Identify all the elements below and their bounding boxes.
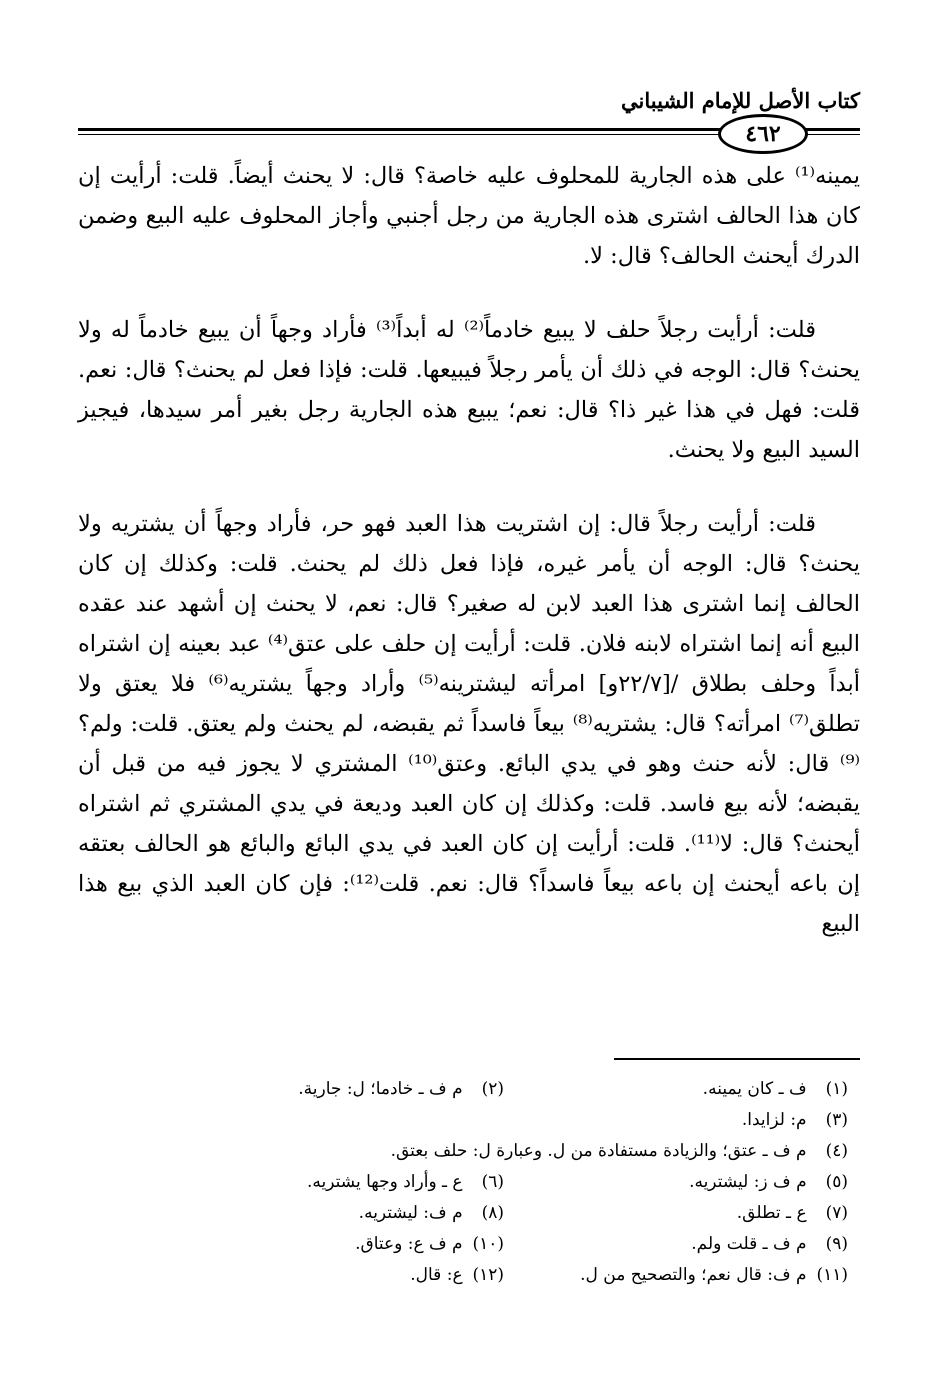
footnote <box>160 1167 504 1198</box>
footnote-text: م: لزايدا. <box>741 1110 807 1130</box>
footnote-number: (٩) <box>825 1234 848 1254</box>
footnote-number: (٦) <box>481 1172 504 1192</box>
footnote <box>160 1136 848 1167</box>
footnote-row <box>160 1074 848 1105</box>
footnote <box>504 1260 848 1291</box>
footnote <box>504 1167 848 1198</box>
footnote <box>504 1074 848 1105</box>
footnote-number: (١٢) <box>472 1265 504 1285</box>
footnote-text: م ف ـ خادما؛ ل: جارية. <box>298 1079 463 1099</box>
paragraph: قلت: أرأيت رجلاً حلف لا يبيع خادماً⁽²⁾ له أبداً⁽³⁾ فأراد وجهاً أن يبيع خادماً له ولا يحنث؟ قال: الوجه في ذلك أن يأمر رجلاً فيبيعها. قلت: فإذا فعل لم يحنث؟ قال: نعم. قلت: فهل في هذا غير ذا؟ قال: نعم؛ يبيع هذه الجارية رجل بغير أمر سيدها، فيجيز السيد البيع ولا يحنث. <box>78 317 860 463</box>
footnote-number: (١) <box>825 1079 848 1099</box>
footnote-text: ع ـ تطلق. <box>736 1203 807 1223</box>
footnote <box>160 1105 848 1136</box>
footnote-number: (٤) <box>825 1141 848 1161</box>
footnote-number: (٧) <box>825 1203 848 1223</box>
footnote-row <box>160 1260 848 1291</box>
footnote <box>160 1074 504 1105</box>
footnote-number: (٥) <box>825 1172 848 1192</box>
body-text <box>78 156 860 944</box>
footnote <box>160 1260 504 1291</box>
footnote-number: (١١) <box>816 1265 848 1285</box>
footnote-number: (١٠) <box>472 1234 504 1254</box>
footnote-text: م ف ـ قلت ولم. <box>691 1234 807 1254</box>
footnote <box>160 1229 504 1260</box>
footnote-row <box>160 1105 848 1136</box>
page-number: ٤٦٢ <box>718 114 808 154</box>
footnote-text: م ف ع: وعتاق. <box>355 1234 463 1254</box>
footnote-text: م ف: قال نعم؛ والتصحيح من ل. <box>580 1265 807 1285</box>
running-title: كتاب الأصل للإمام الشيباني <box>621 88 860 113</box>
footnote-text: م ف: ليشتريه. <box>358 1203 463 1223</box>
paragraph: يمينه⁽¹⁾ على هذه الجارية للمحلوف عليه خاصة؟ قال: لا يحنث أيضاً. قلت: أرأيت إن كان هذا الحالف اشترى هذه الجارية من رجل أجنبي وأجاز المحلوف عليه البيع وضمن الدرك أيحنث الحالف؟ قال: لا. <box>78 163 860 269</box>
footnote-text: ع: قال. <box>410 1265 463 1285</box>
footnote <box>504 1229 848 1260</box>
footnote-number: (٨) <box>481 1203 504 1223</box>
footnote-separator <box>614 1058 860 1060</box>
footnote-number: (٣) <box>825 1110 848 1130</box>
footnotes <box>160 1074 848 1291</box>
footnote <box>160 1198 504 1229</box>
footnote-row <box>160 1167 848 1198</box>
footnote-text: ف ـ كان يمينه. <box>702 1079 807 1099</box>
footnote <box>504 1198 848 1229</box>
footnote-row <box>160 1229 848 1260</box>
footnote-text: م ف ـ عتق؛ والزيادة مستفادة من ل. وعبارة ل: حلف بعتق. <box>390 1141 807 1161</box>
paragraph: قلت: أرأيت رجلاً قال: إن اشتريت هذا العبد فهو حر، فأراد وجهاً أن يشتريه ولا يحنث؟ قال: الوجه أن يأمر غيره، فإذا فعل ذلك لم يحنث. قلت: وكذلك إن كان الحالف إنما اشترى هذا العبد لابن له صغير؟ قال: نعم، لا يحنث إن أشهد عند عقده البيع أنه إنما اشتراه لابنه فلان. قلت: أرأيت إن حلف على عتق⁽⁴⁾ عبد بعينه إن اشتراه أبداً وحلف بطلاق /[٢٢/٧و] امرأته ليشترينه⁽⁵⁾ وأراد وجهاً يشتريه⁽⁶⁾ فلا يعتق ولا تطلق⁽⁷⁾ امرأته؟ قال: يشتريه⁽⁸⁾ بيعاً فاسداً ثم يقبضه، لم يحنث ولم يعتق. قلت: ولم؟⁽⁹⁾ قال: لأنه حنث وهو في يدي البائع. وعتق⁽¹⁰⁾ المشتري لا يجوز فيه من قبل أن يقبضه؛ لأنه بيع فاسد. قلت: وكذلك إن كان العبد وديعة في يدي المشتري ثم اشتراه أيحنث؟ قال: لا⁽¹¹⁾. قلت: أرأيت إن كان العبد في يدي البائع والبائع هو الحالف بعتقه إن باعه أيحنث إن باعه بيعاً فاسداً؟ قال: نعم. قلت⁽¹²⁾: فإن كان العبد الذي بيع هذا البيع <box>78 511 860 937</box>
footnote-text: ع ـ وأراد وجها يشتريه. <box>307 1172 463 1192</box>
footnote-row <box>160 1198 848 1229</box>
footnote-text: م ف ز: ليشتريه. <box>689 1172 807 1192</box>
footnote-number: (٢) <box>481 1079 504 1099</box>
footnote-row <box>160 1136 848 1167</box>
